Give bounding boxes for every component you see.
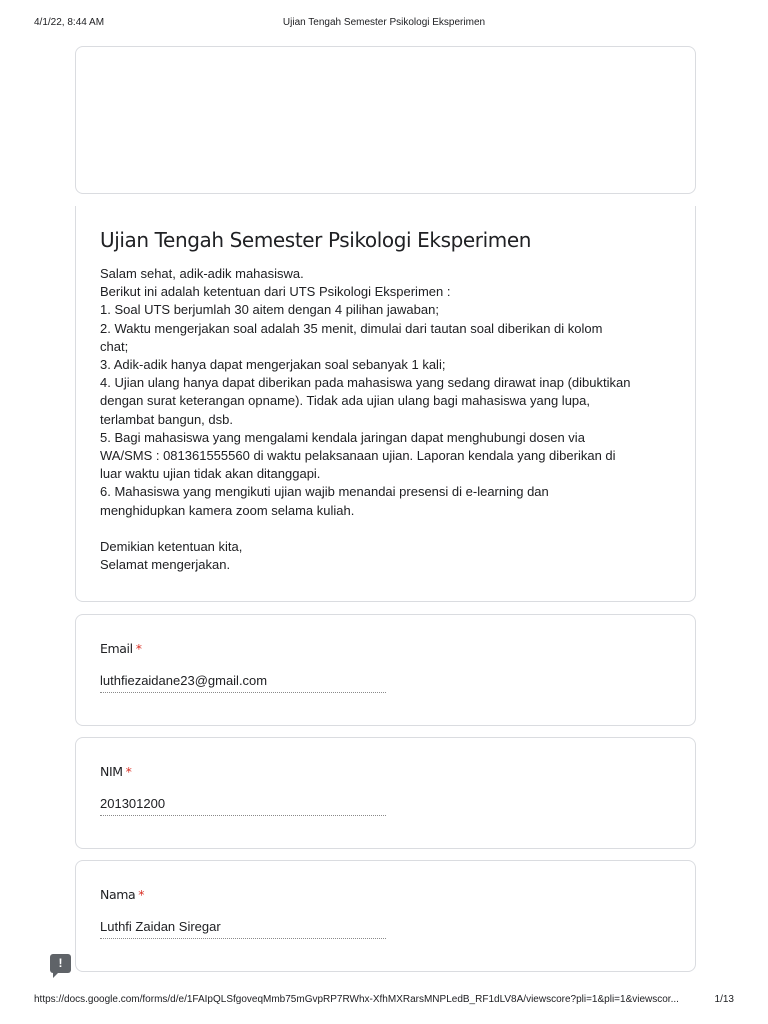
description-line: Selamat mengerjakan. <box>100 557 231 573</box>
print-datetime: 4/1/22, 8:44 AM <box>34 17 105 28</box>
form-title: Ujian Tengah Semester Psikologi Eksperimen <box>100 228 532 252</box>
question-label: Email * <box>100 641 142 656</box>
form-header-banner <box>75 46 696 194</box>
print-header <box>34 17 734 31</box>
description-line: WA/SMS : 081361555560 di waktu pelaksanaan ujian. Laporan kendala yang diberikan di <box>100 448 616 464</box>
description-line: 6. Mahasiswa yang mengikuti ujian wajib menandai presensi di e-learning dan <box>100 484 549 500</box>
nim-answer: 201301200 <box>100 796 386 816</box>
question-nama <box>75 860 696 972</box>
feedback-icon[interactable] <box>50 954 71 973</box>
print-url: https://docs.google.com/forms/d/e/1FAIpQLSfgoveqMmb75mGvpRP7RWhx-XfhMXRarsMNPLedB_RF1dLV8A/viewscore?pli=1&pli=1&viewscor... <box>34 994 679 1005</box>
description-line: menghidupkan kamera zoom selama kuliah. <box>100 502 355 518</box>
description-line: 1. Soal UTS berjumlah 30 aitem dengan 4 pilihan jawaban; <box>100 302 439 318</box>
feedback-glyph: ! <box>58 956 63 970</box>
required-asterisk: * <box>125 764 132 779</box>
description-line: chat; <box>100 338 129 354</box>
nama-answer: Luthfi Zaidan Siregar <box>100 919 386 939</box>
description-line: 5. Bagi mahasiswa yang mengalami kendala jaringan dapat menghubungi dosen via <box>100 429 585 445</box>
question-email <box>75 614 696 726</box>
question-nim <box>75 737 696 849</box>
description-line <box>100 520 660 538</box>
form-title-card <box>75 206 696 602</box>
description-line: Demikian ketentuan kita, <box>100 539 243 555</box>
question-label: Nama * <box>100 887 145 902</box>
description-line: terlambat bangun, dsb. <box>100 411 233 427</box>
form-description <box>100 265 660 574</box>
description-line: luar waktu ujian tidak akan ditanggapi. <box>100 466 321 482</box>
description-line: Berikut ini adalah ketentuan dari UTS Psikologi Eksperimen : <box>100 284 451 300</box>
email-answer: luthfiezaidane23@gmail.com <box>100 673 386 693</box>
print-page-number: 1/13 <box>714 994 734 1005</box>
print-footer <box>34 994 734 1008</box>
description-line: 3. Adik-adik hanya dapat mengerjakan soal sebanyak 1 kali; <box>100 357 446 373</box>
required-asterisk: * <box>135 641 142 656</box>
description-line: 4. Ujian ulang hanya dapat diberikan pada mahasiswa yang sedang dirawat inap (dibuktikan <box>100 375 631 391</box>
required-asterisk: * <box>138 887 145 902</box>
print-page-title: Ujian Tengah Semester Psikologi Eksperimen <box>282 17 486 28</box>
description-line: 2. Waktu mengerjakan soal adalah 35 menit, dimulai dari tautan soal diberikan di kolom <box>100 320 603 336</box>
description-line: dengan surat keterangan opname). Tidak ada ujian ulang bagi mahasiswa yang lupa, <box>100 393 591 409</box>
description-line: Salam sehat, adik-adik mahasiswa. <box>100 266 304 281</box>
question-label: NIM * <box>100 764 132 779</box>
